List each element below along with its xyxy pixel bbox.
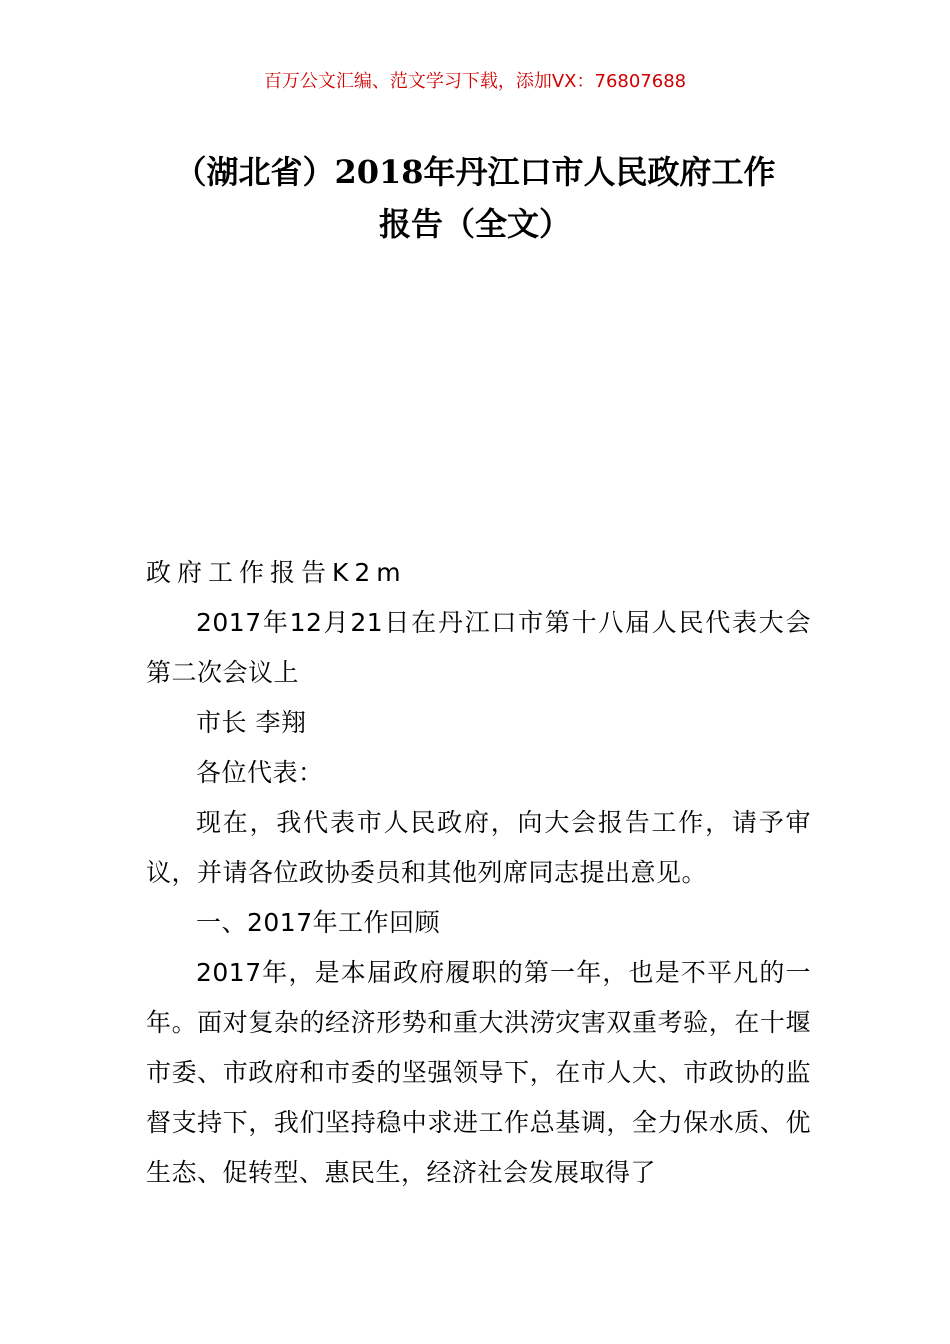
meeting-date-line: 2017年12月21日在丹江口市第十八届人民代表大会第二次会议上 [146, 608, 811, 687]
report-label: 政府工作报告K2m [146, 558, 407, 587]
title-line-2: 报告（全文） [378, 205, 571, 243]
speaker-line: 市长 李翔 [196, 708, 307, 737]
intro-paragraph: 现在，我代表市人民政府，向大会报告工作，请予审议，并请各位政协委员和其他列席同志提出意见。 [146, 808, 811, 887]
document-body [146, 548, 811, 1198]
title-line-1: （湖北省）2018年丹江口市人民政府工作 [174, 153, 776, 191]
salutation: 各位代表： [196, 758, 324, 787]
promo-banner: 百万公文汇编、范文学习下载，添加VX：76807688 [263, 71, 687, 92]
document-title [100, 146, 850, 250]
review-paragraph: 2017年，是本届政府履职的第一年，也是不平凡的一年。面对复杂的经济形势和重大洪涝灾害双重考验，在十堰市委、市政府和市委的坚强领导下，在市人大、市政协的监督支持下，我们坚持稳中求进工作总基调，全力保水质、优生态、促转型、惠民生，经济社会发展取得了 [146, 958, 811, 1187]
section-heading: 一、2017年工作回顾 [196, 908, 441, 937]
